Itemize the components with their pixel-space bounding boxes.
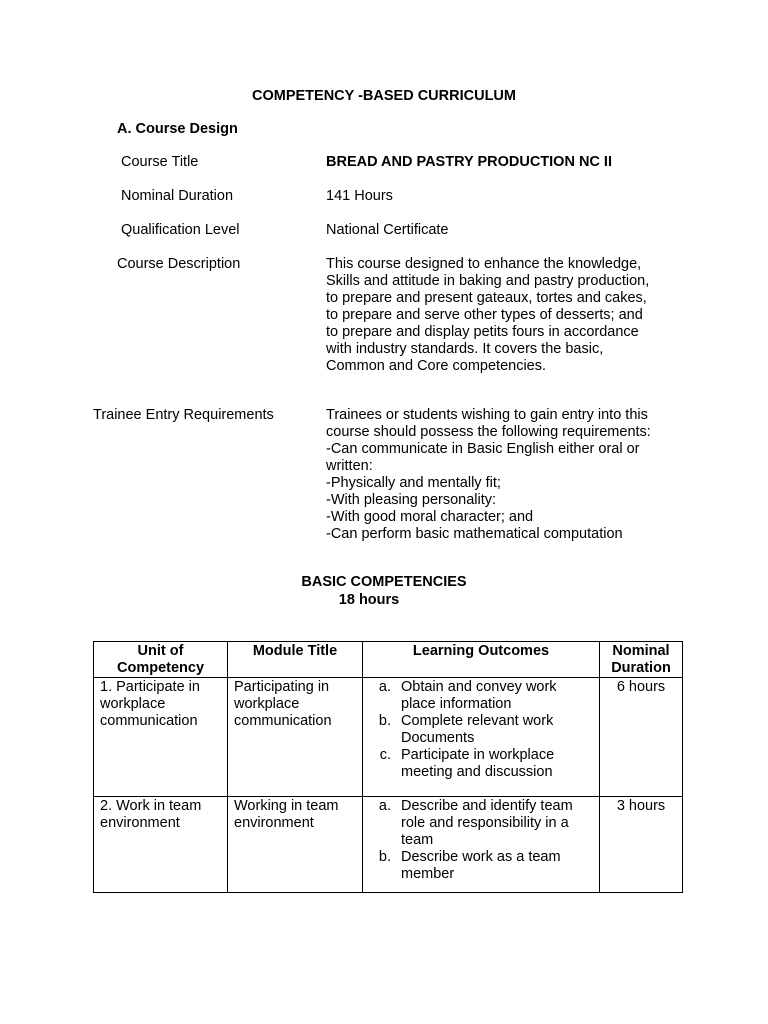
outcome-item: c. Participate in workplace meeting and discussion — [395, 747, 593, 781]
cell-unit: 1. Participate in workplace communication — [94, 678, 228, 797]
cell-outcomes — [363, 797, 600, 893]
cell-duration: 6 hours — [600, 678, 683, 797]
document-title: COMPETENCY -BASED CURRICULUM — [252, 88, 516, 104]
section-heading-course-design: A. Course Design — [117, 121, 238, 137]
trainee-entry-line: -Can perform basic mathematical computation — [326, 526, 623, 542]
course-description-line: Common and Core competencies. — [326, 358, 547, 374]
basic-competencies-hours: 18 hours — [338, 592, 400, 608]
course-description-text — [326, 256, 686, 375]
course-description-line: to prepare and display petits fours in accordance — [326, 324, 639, 340]
trainee-entry-line: written: — [326, 458, 373, 474]
trainee-entry-line: -Physically and mentally fit; — [326, 475, 501, 491]
course-description-line: with industry standards. It covers the basic, — [326, 341, 604, 357]
course-title-label: Course Title — [121, 154, 199, 170]
outcome-item: b. Complete relevant work Documents — [395, 713, 593, 747]
course-description-line: This course designed to enhance the knowledge, — [326, 256, 642, 272]
basic-competencies-heading: BASIC COMPETENCIES — [301, 574, 467, 590]
course-description-line: to prepare and serve other types of desserts; and — [326, 307, 643, 323]
cell-module: Working in team environment — [228, 797, 363, 893]
header-learning-outcomes: Learning Outcomes — [363, 642, 600, 678]
table-header-row — [94, 642, 683, 678]
cell-unit: 2. Work in team environment — [94, 797, 228, 893]
course-description-label: Course Description — [117, 256, 241, 272]
course-title-value: BREAD AND PASTRY PRODUCTION NC II — [326, 154, 612, 170]
trainee-entry-requirements — [326, 407, 686, 543]
header-unit-of-competency: Unit of Competency — [94, 642, 228, 678]
table-row — [94, 797, 683, 893]
outcome-item: a. Describe and identify team role and responsibility in a team — [395, 798, 593, 849]
header-nominal-duration: Nominal Duration — [600, 642, 683, 678]
header-module-title: Module Title — [228, 642, 363, 678]
outcome-item: a. Obtain and convey work place information — [395, 679, 593, 713]
cell-module: Participating in workplace communication — [228, 678, 363, 797]
trainee-entry-line: -Can communicate in Basic English either oral or — [326, 441, 640, 457]
qualification-level-label: Qualification Level — [121, 222, 240, 238]
cell-duration: 3 hours — [600, 797, 683, 893]
trainee-entry-label: Trainee Entry Requirements — [93, 407, 274, 423]
trainee-entry-line: course should possess the following requirements: — [326, 424, 651, 440]
cell-outcomes — [363, 678, 600, 797]
basic-competencies-table — [93, 641, 683, 893]
table-row — [94, 678, 683, 797]
outcome-item: b. Describe work as a team member — [395, 849, 593, 883]
qualification-level-value: National Certificate — [326, 222, 449, 238]
nominal-duration-value: 141 Hours — [326, 188, 393, 204]
trainee-entry-line: -With good moral character; and — [326, 509, 534, 525]
trainee-entry-line: Trainees or students wishing to gain entry into this — [326, 407, 648, 423]
trainee-entry-line: -With pleasing personality: — [326, 492, 497, 508]
nominal-duration-label: Nominal Duration — [121, 188, 234, 204]
course-description-line: to prepare and present gateaux, tortes and cakes, — [326, 290, 647, 306]
course-description-line: Skills and attitude in baking and pastry production, — [326, 273, 650, 289]
